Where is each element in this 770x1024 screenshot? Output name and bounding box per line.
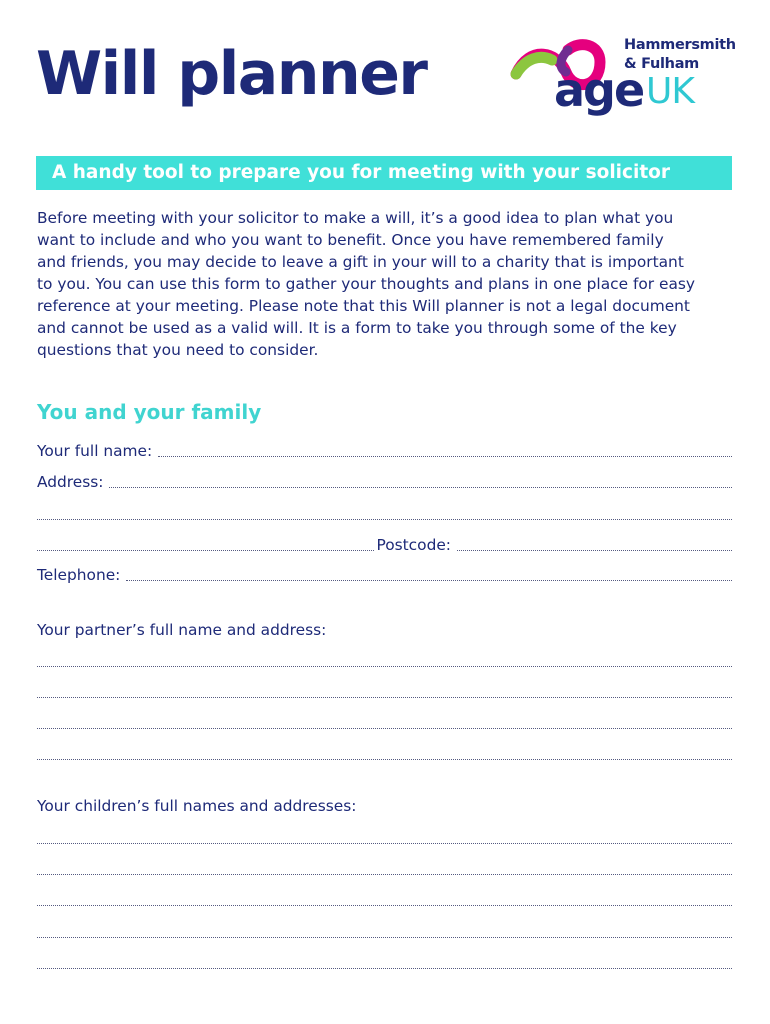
children-line[interactable] bbox=[37, 905, 732, 906]
subtitle-banner: A handy tool to prepare you for meeting with your solicitor bbox=[36, 156, 732, 190]
telephone-label: Telephone: bbox=[37, 566, 121, 584]
intro-line: questions that you need to consider. bbox=[37, 341, 319, 359]
postcode-label: Postcode: bbox=[376, 536, 451, 554]
partner-line[interactable] bbox=[37, 759, 732, 760]
age-uk-logo bbox=[508, 30, 738, 126]
intro-line: Before meeting with your solicitor to make a will, it’s a good idea to plan what you bbox=[37, 209, 674, 227]
intro-paragraph bbox=[37, 207, 737, 361]
intro-line: to you. You can use this form to gather your thoughts and plans in one place for easy bbox=[37, 275, 696, 293]
children-label: Your children’s full names and addresses: bbox=[37, 797, 357, 815]
postcode-field[interactable] bbox=[457, 550, 732, 551]
children-line[interactable] bbox=[37, 874, 732, 875]
logo-org-line-1: Hammersmith bbox=[624, 37, 736, 53]
full-name-label: Your full name: bbox=[37, 442, 153, 460]
address-label: Address: bbox=[37, 473, 104, 491]
full-name-row bbox=[37, 441, 732, 461]
full-name-field[interactable] bbox=[158, 456, 732, 457]
address-row bbox=[37, 472, 732, 492]
intro-line: want to include and who you want to benefit. Once you have remembered family bbox=[37, 231, 664, 249]
logo-org-line-2: & Fulham bbox=[624, 56, 699, 72]
telephone-row bbox=[37, 565, 732, 585]
children-line[interactable] bbox=[37, 843, 732, 844]
intro-line: reference at your meeting. Please note that this Will planner is not a legal document bbox=[37, 297, 690, 315]
postcode-row bbox=[37, 535, 732, 555]
address-line-2[interactable] bbox=[37, 519, 732, 520]
logo-uk-word: UK bbox=[646, 71, 694, 112]
partner-line[interactable] bbox=[37, 728, 732, 729]
logo-age-word: age bbox=[554, 63, 644, 117]
intro-line: and cannot be used as a valid will. It is a form to take you through some of the key bbox=[37, 319, 677, 337]
partner-line[interactable] bbox=[37, 666, 732, 667]
children-line[interactable] bbox=[37, 937, 732, 938]
address-line-3[interactable] bbox=[37, 550, 374, 551]
address-field[interactable] bbox=[109, 487, 732, 488]
section-heading: You and your family bbox=[37, 400, 262, 424]
partner-line[interactable] bbox=[37, 697, 732, 698]
partner-label: Your partner’s full name and address: bbox=[37, 621, 327, 639]
children-line[interactable] bbox=[37, 968, 732, 969]
telephone-field[interactable] bbox=[126, 580, 732, 581]
intro-line: and friends, you may decide to leave a gift in your will to a charity that is important bbox=[37, 253, 684, 271]
page-title: Will planner bbox=[36, 39, 427, 109]
